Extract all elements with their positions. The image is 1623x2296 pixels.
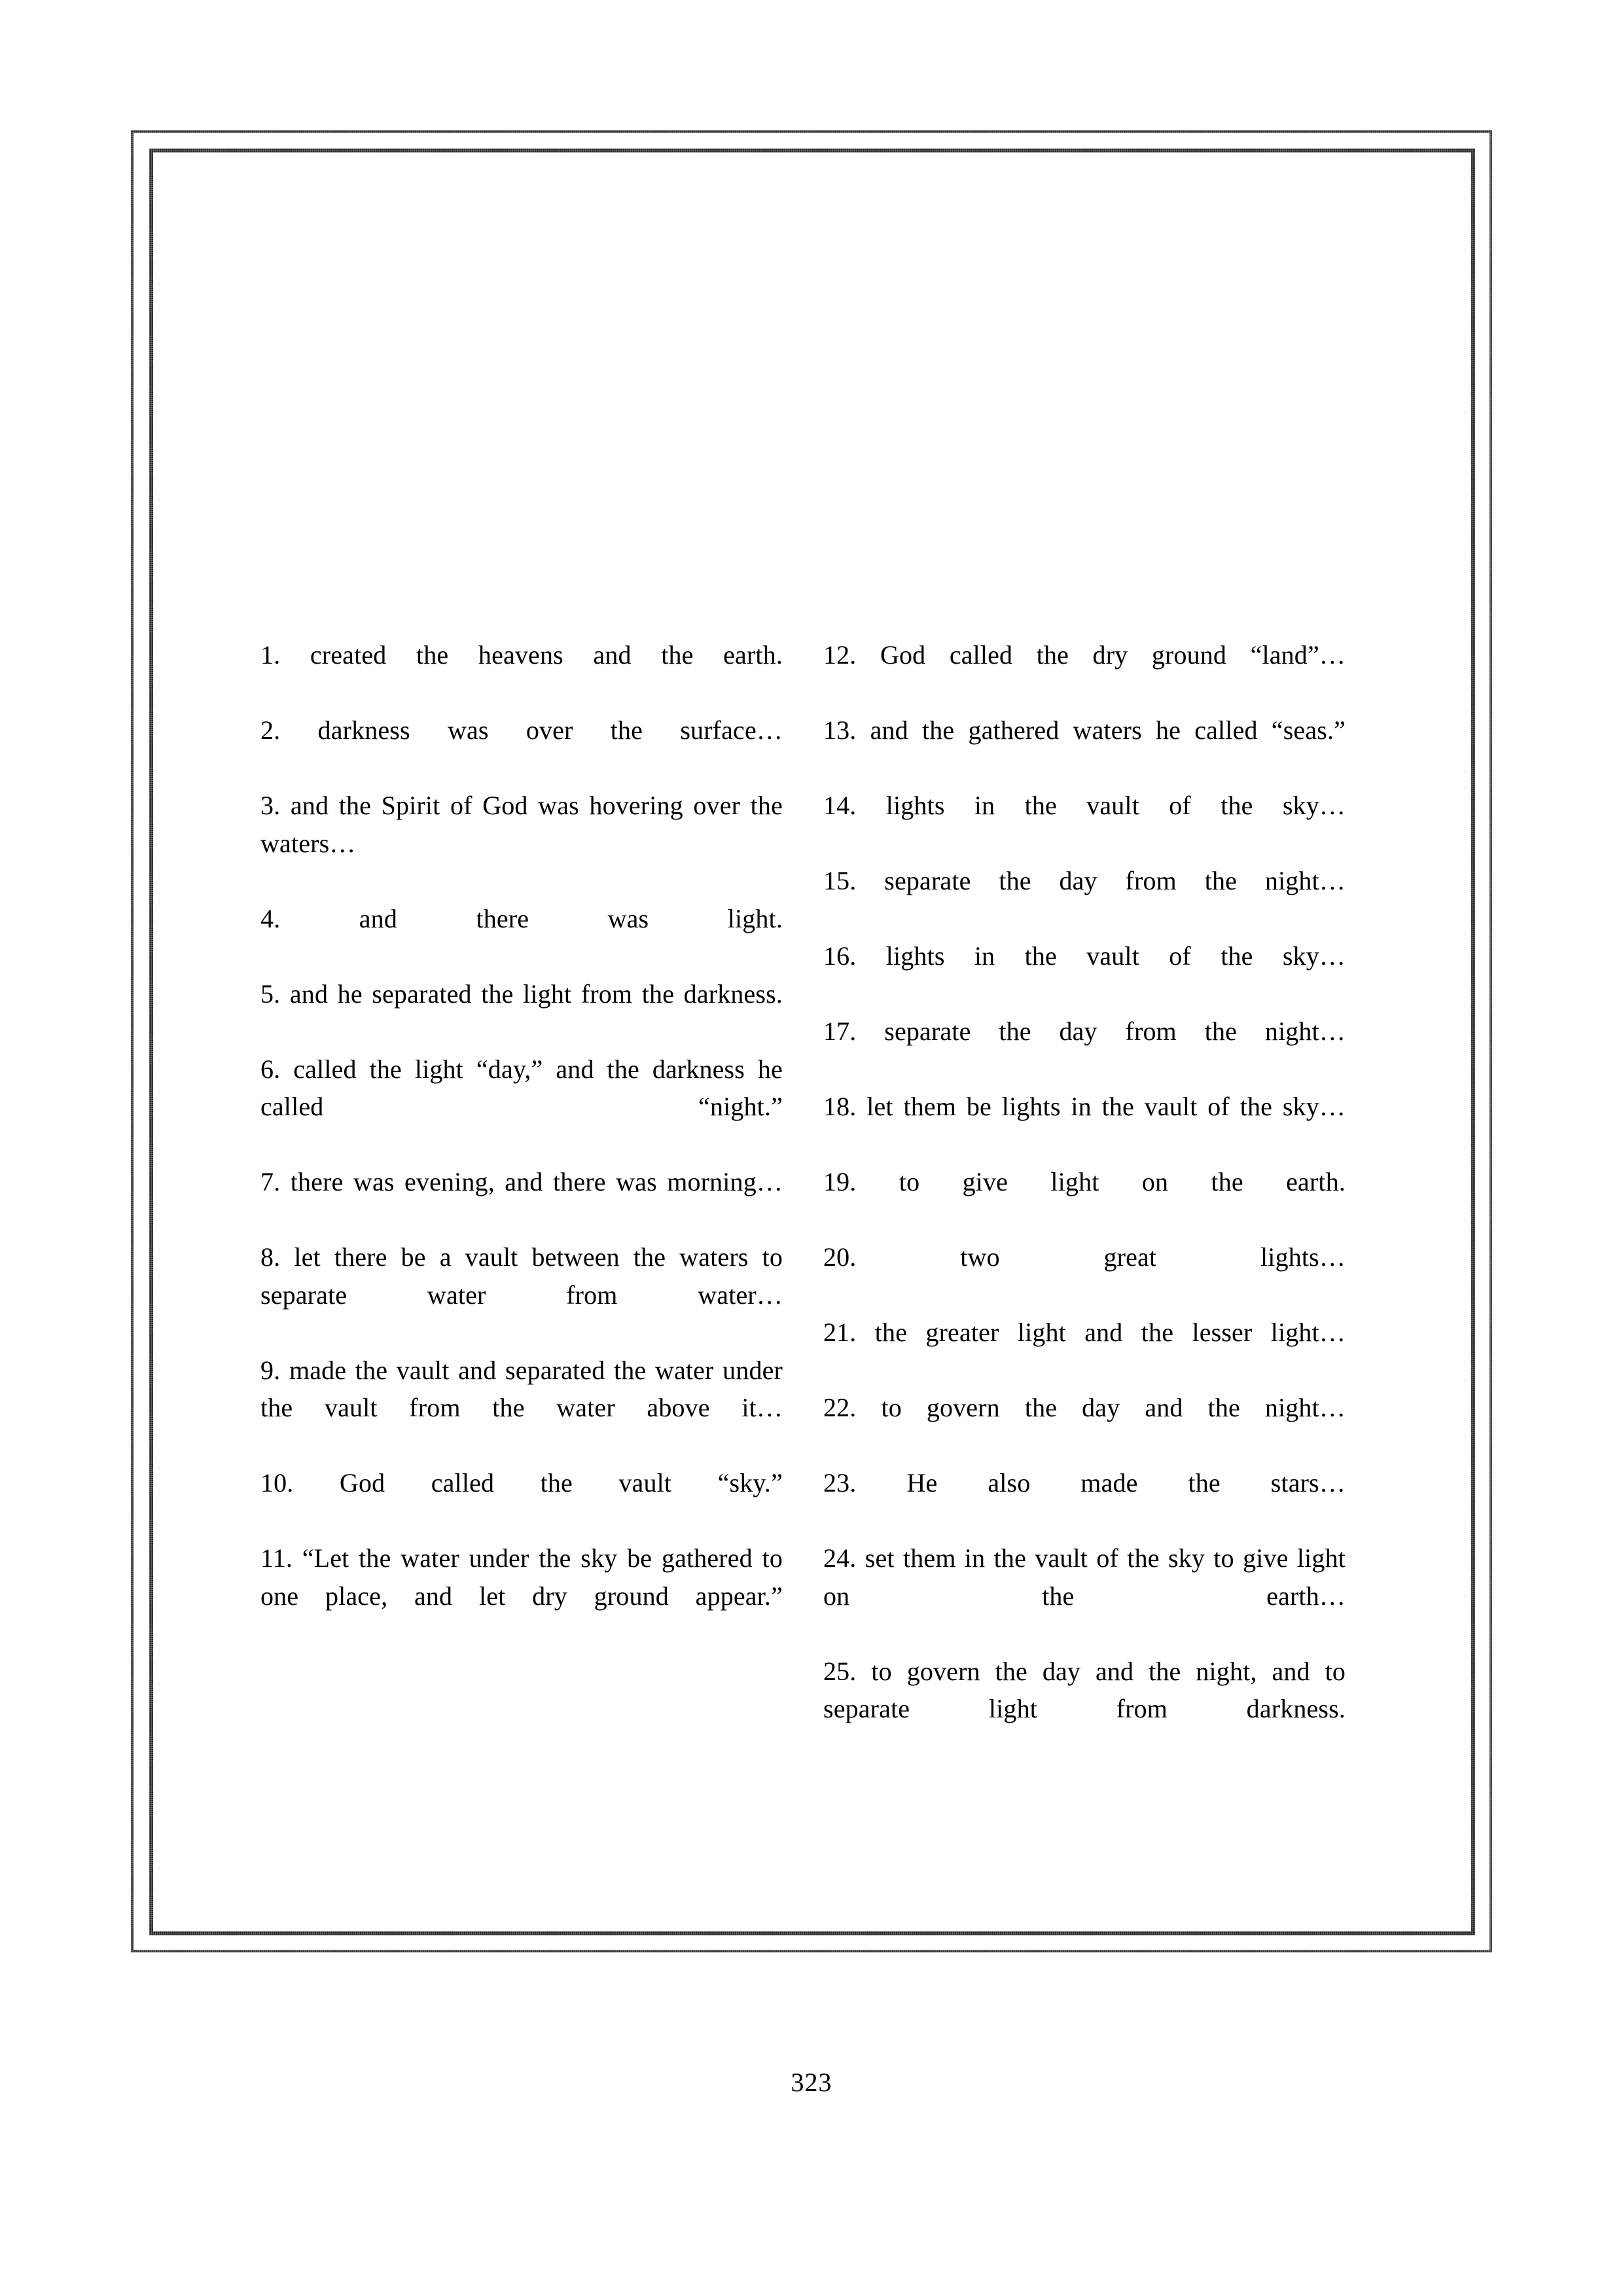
verse-item: 21. the greater light and the lesser light… bbox=[823, 1318, 1346, 1347]
verse-item: 2. darkness was over the surface… bbox=[260, 715, 783, 745]
verse-columns bbox=[260, 636, 1347, 1765]
verse-item: 16. lights in the vault of the sky… bbox=[823, 941, 1346, 971]
verse-item: 14. lights in the vault of the sky… bbox=[823, 791, 1346, 820]
verse-item: 4. and there was light. bbox=[260, 903, 783, 933]
verse-item: 19. to give light on the earth. bbox=[823, 1167, 1346, 1196]
verse-item: 11. “Let the water under the sky be gathered to one place, and let dry ground appear.” bbox=[260, 1543, 783, 1611]
verse-column-left bbox=[260, 636, 783, 1765]
verse-item: 18. let them be lights in the vault of the sky… bbox=[823, 1092, 1346, 1121]
verse-item: 22. to govern the day and the night… bbox=[823, 1393, 1346, 1422]
verse-item: 13. and the gathered waters he called “seas.” bbox=[823, 715, 1346, 745]
verse-item: 15. separate the day from the night… bbox=[823, 866, 1346, 895]
verse-item: 20. two great lights… bbox=[823, 1242, 1346, 1272]
verse-item: 8. let there be a vault between the waters to separate water from water… bbox=[260, 1242, 783, 1310]
page-number: 323 bbox=[791, 2068, 832, 2097]
verse-item: 10. God called the vault “sky.” bbox=[260, 1468, 783, 1498]
verse-item: 12. God called the dry ground “land”… bbox=[823, 640, 1346, 670]
verse-item: 23. He also made the stars… bbox=[823, 1468, 1346, 1498]
verse-item: 3. and the Spirit of God was hovering over the waters… bbox=[260, 791, 783, 858]
verse-item: 24. set them in the vault of the sky to give light on the earth… bbox=[823, 1543, 1346, 1611]
verse-item: 9. made the vault and separated the water under the vault from the water above it… bbox=[260, 1355, 783, 1422]
verse-column-right bbox=[823, 636, 1346, 1765]
verse-item: 17. separate the day from the night… bbox=[823, 1016, 1346, 1046]
verse-item: 6. called the light “day,” and the darkness he called “night.” bbox=[260, 1054, 783, 1121]
verse-item: 1. created the heavens and the earth. bbox=[260, 640, 783, 670]
verse-item: 25. to govern the day and the night, and to separate light from darkness. bbox=[823, 1656, 1346, 1723]
verse-item: 5. and he separated the light from the darkness. bbox=[260, 978, 783, 1009]
verse-item: 7. there was evening, and there was morning… bbox=[260, 1167, 783, 1196]
